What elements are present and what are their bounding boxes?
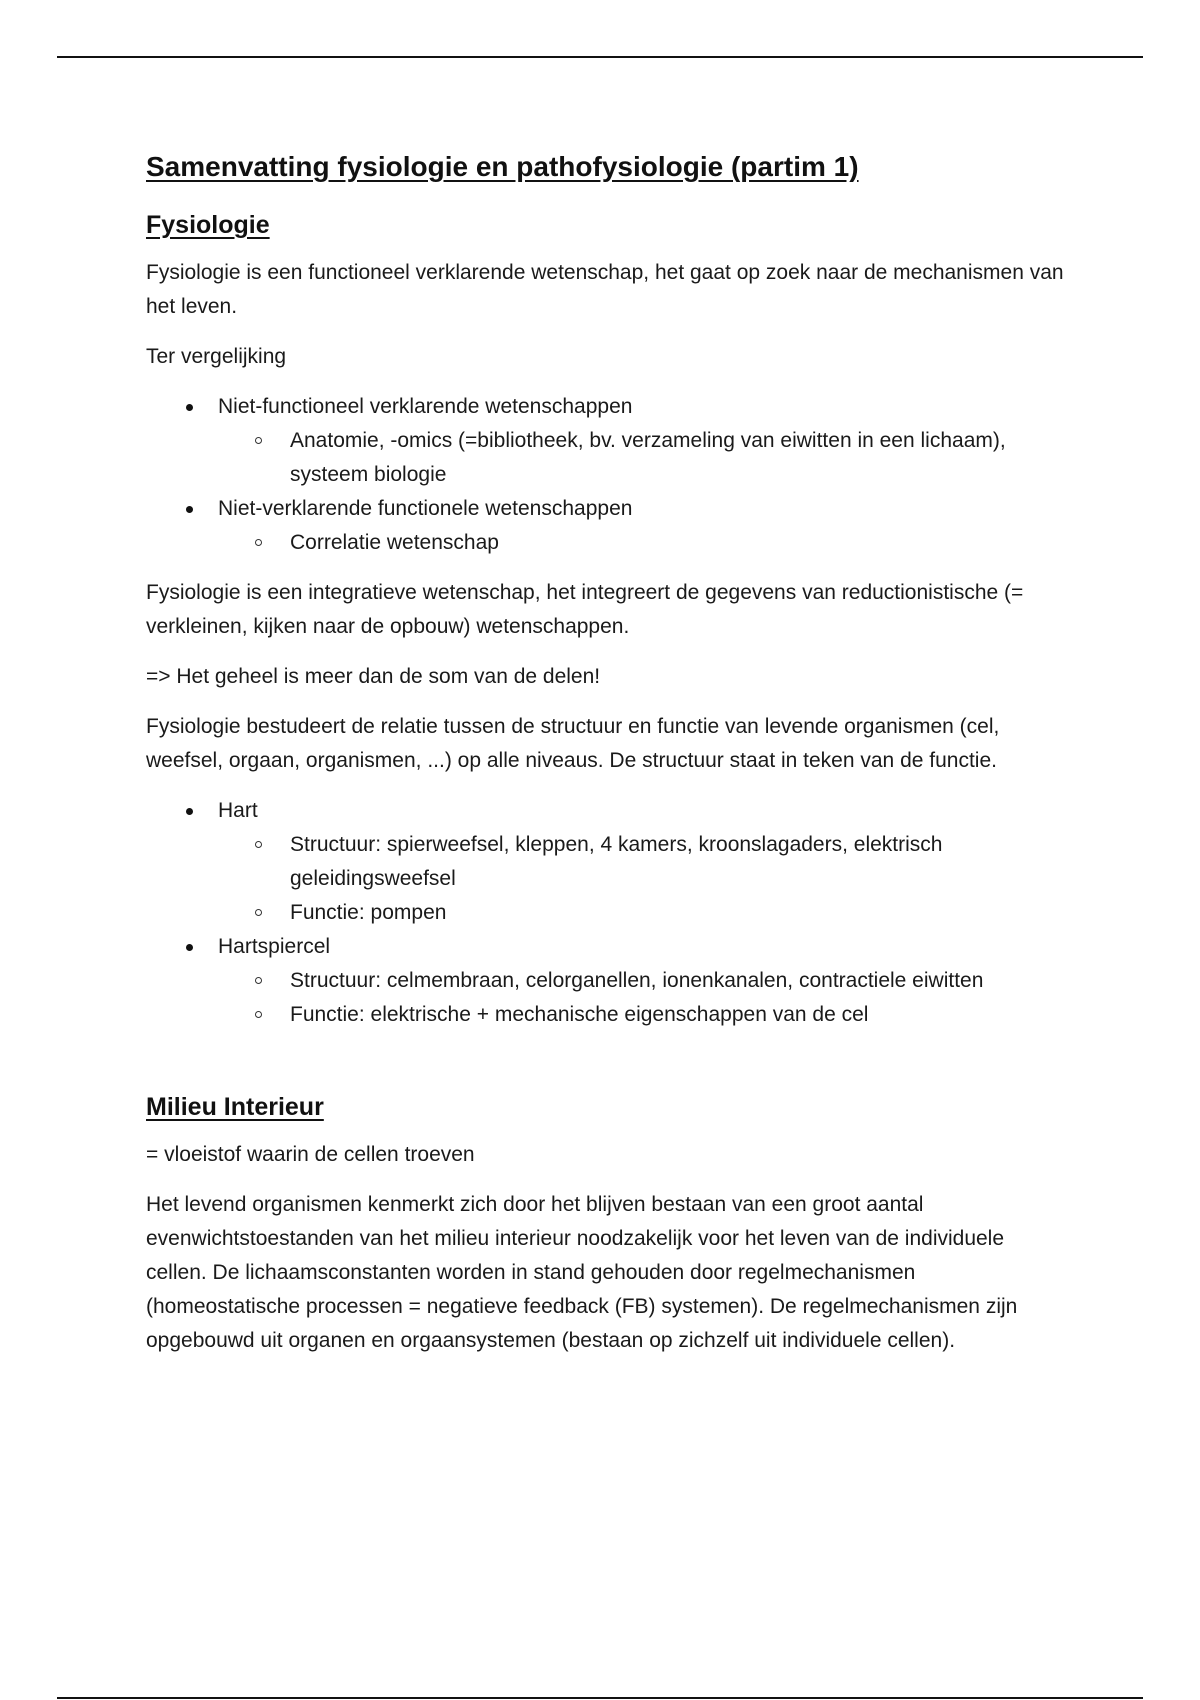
section-spacer (146, 1048, 1066, 1090)
bullet-list (146, 390, 1066, 560)
list-item-label: Niet-verklarende functionele wetenschappen (218, 497, 633, 520)
circle-bullet-icon (255, 539, 262, 546)
paragraph: Fysiologie bestudeert de relatie tussen de structuur en functie van levende organismen (cel, weefsel, orgaan, organismen, ...) op alle niveaus. De structuur staat in teken van de functie. (146, 715, 1000, 772)
sub-list (218, 526, 1066, 560)
sub-list-item-label: Structuur: spierweefsel, kleppen, 4 kamers, kroonslagaders, elektrisch geleidingsweefsel (290, 833, 943, 890)
circle-bullet-icon (255, 1011, 262, 1018)
sub-list-item-label: Correlatie wetenschap (290, 531, 499, 554)
paragraph: Het levend organismen kenmerkt zich door het blijven bestaan van een groot aantal evenwichtstoestanden van het milieu interieur noodzakelijk voor het leven van de individuele cellen. De lichaamsconstanten worden in stand gehouden door regelmechanismen (homeostatische processen = negatieve feedback (FB) systemen). De regelmechanismen zijn opgebouwd uit organen en orgaansystemen (bestaan op zichzelf uit individuele cellen). (146, 1193, 1018, 1352)
circle-bullet-icon (255, 437, 262, 444)
list-item-label: Hart (218, 799, 258, 822)
bullet-icon (186, 944, 193, 951)
list-item-label: Niet-functioneel verklarende wetenschappen (218, 395, 633, 418)
section-heading-fysiologie: Fysiologie (146, 211, 270, 239)
sub-list-item (218, 896, 1066, 930)
list-item (146, 492, 1066, 560)
sub-list-item (218, 998, 1066, 1032)
list-item (146, 930, 1066, 1032)
sub-list-item-label: Structuur: celmembraan, celorganellen, ionenkanalen, contractiele eiwitten (290, 969, 984, 992)
list-item-label: Hartspiercel (218, 935, 331, 958)
circle-bullet-icon (255, 841, 262, 848)
sub-list-item (218, 964, 1066, 998)
sub-list (218, 964, 1066, 1032)
document-body (146, 146, 1066, 1374)
paragraph: => Het geheel is meer dan de som van de delen! (146, 665, 601, 688)
bullet-icon (186, 506, 193, 513)
sub-list-item (218, 526, 1066, 560)
list-item (146, 390, 1066, 492)
footer-rule (57, 1697, 1143, 1699)
paragraph: Fysiologie is een functioneel verklarende wetenschap, het gaat op zoek naar de mechanismen van het leven. (146, 261, 1064, 318)
section-heading-milieu-interieur: Milieu Interieur (146, 1093, 324, 1121)
bullet-list (146, 794, 1066, 1032)
bullet-icon (186, 808, 193, 815)
paragraph: Fysiologie is een integratieve wetenschap, het integreert de gegevens van reductionistische (= verkleinen, kijken naar de opbouw) wetenschappen. (146, 581, 1024, 638)
document-title: Samenvatting fysiologie en pathofysiologie (partim 1) (146, 151, 859, 182)
sub-list-item-label: Functie: pompen (290, 901, 447, 924)
sub-list (218, 424, 1066, 492)
paragraph: = vloeistof waarin de cellen troeven (146, 1143, 475, 1166)
header-rule (57, 56, 1143, 58)
sub-list-item (218, 424, 1066, 492)
sub-list-item (218, 828, 1066, 896)
sub-list (218, 828, 1066, 930)
paragraph: Ter vergelijking (146, 345, 287, 368)
bullet-icon (186, 404, 193, 411)
circle-bullet-icon (255, 977, 262, 984)
sub-list-item-label: Functie: elektrische + mechanische eigenschappen van de cel (290, 1003, 869, 1026)
sub-list-item-label: Anatomie, -omics (=bibliotheek, bv. verzameling van eiwitten in een lichaam), systeem biologie (290, 429, 1006, 486)
circle-bullet-icon (255, 909, 262, 916)
list-item (146, 794, 1066, 930)
